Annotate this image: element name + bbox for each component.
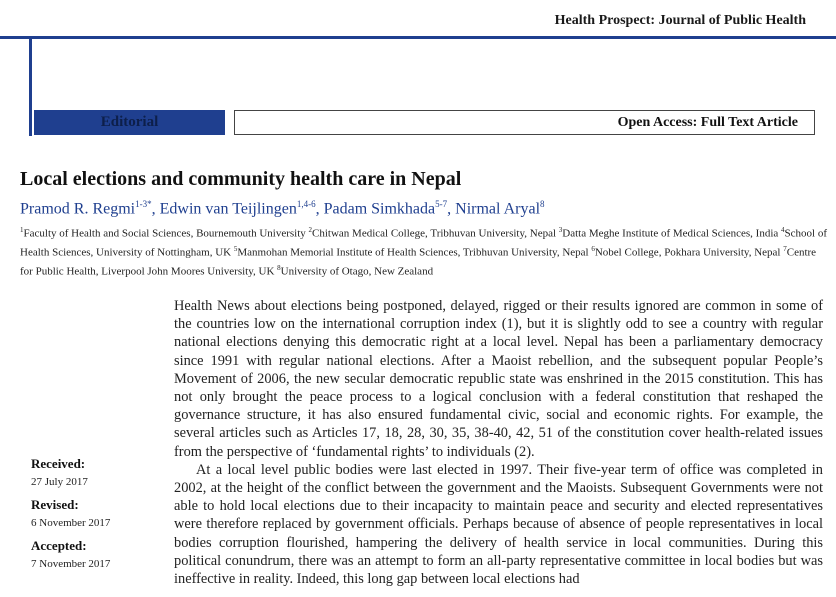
- author-separator: ,: [447, 200, 456, 218]
- header-side-rule: [29, 38, 32, 136]
- received-date: [31, 456, 141, 488]
- author-separator: ,: [151, 200, 160, 218]
- body-paragraph: Health News about elections being postponed, delayed, rigged or their results ignored are common in some of the countries low on the international corruption index (1), but it is slightly odd to see a country with regular national elections denying this democratic right at a local level. Nepal has been a parliamentary democracy since 1991 with regular national elections. After a Maoist rebellion, and the subsequent popular People’s Movement of 2006, the new secular democratic republic state was enshrined in the 2015 constitution. This has not only brought the peace process to a logical conclusion with a federal constitution that reshaped the governance structure, it has also ensured fundamental civic, social and economic rights. For example, the several articles such as Articles 17, 18, 28, 30, 35, 38-40, 42, 51 of the constitution cover health-related issues from the perspective of ‘fundamental rights’ to individuals (2).: [174, 298, 823, 460]
- author-name: Nirmal Aryal: [455, 200, 541, 218]
- article-dates: [31, 456, 141, 579]
- author-affiliation-marker: 1,4-6: [296, 199, 316, 209]
- open-access-banner: [234, 110, 815, 135]
- received-label: Received:: [31, 456, 86, 471]
- affiliations: [20, 223, 830, 280]
- affiliation-number: 6: [591, 245, 595, 254]
- body-paragraph: At a local level public bodies were last elected in 1997. Their five-year term of office was completed in 2002, at the height of the conflict between the government and the Maoists. Subsequent Governments were not able to hold local elections due to their incapacity to maintain peace and security and elected representatives were therefore replaced by government officials. Perhaps because of absence of people representatives in local bodies corruption flourished, hampering the delivery of health service in local communities. During this political conundrum, there was an attempt to form an all-party representative committee in local bodies but was ineffective in reality. Indeed, this long gap between local elections had: [174, 461, 823, 588]
- journal-title: Health Prospect: Journal of Public Health: [554, 13, 806, 28]
- revised-date: [31, 497, 141, 529]
- header-rule: [0, 36, 836, 39]
- author-name: Padam Simkhada: [323, 200, 436, 218]
- section-label: [34, 110, 225, 135]
- affiliation-text: Centre for Public Health, Liverpool John Moores University, UK: [20, 246, 817, 278]
- author-name: Pramod R. Regmi: [20, 200, 136, 218]
- affiliation-number: 2: [308, 226, 313, 234]
- affiliation-text: Chitwan Medical College, Tribhuvan University, Nepal: [312, 227, 559, 240]
- author-affiliation-marker: 8: [540, 199, 545, 209]
- accepted-label: Accepted:: [31, 538, 87, 553]
- section-label-text: Editorial: [100, 114, 159, 130]
- affiliation-text: Faculty of Health and Social Sciences, Bournemouth University: [23, 227, 309, 240]
- accepted-date: [31, 538, 141, 570]
- received-value: 27 July 2017: [31, 476, 88, 488]
- affiliation-number: 3: [558, 226, 563, 234]
- article-title: Local elections and community health care in Nepal: [20, 168, 462, 190]
- revised-value: 6 November 2017: [31, 517, 111, 529]
- revised-label: Revised:: [31, 497, 79, 512]
- author-list: [20, 199, 545, 218]
- affiliation-text: School of Health Sciences, University of Nottingham, UK: [20, 227, 827, 259]
- affiliation-number: 1: [20, 226, 24, 234]
- affiliation-number: 7: [783, 245, 787, 254]
- affiliation-text: Manmohan Memorial Institute of Health Sciences, Tribhuvan University, Nepal: [237, 246, 592, 259]
- author-affiliation-marker: 5-7: [435, 199, 448, 209]
- affiliation-text: Nobel College, Pokhara University, Nepal: [594, 246, 784, 259]
- affiliation-text: Datta Meghe Institute of Medical Sciences, India: [562, 227, 782, 240]
- author-name: Edwin van Teijlingen: [159, 200, 297, 218]
- author-separator: ,: [315, 200, 324, 218]
- affiliation-number: 5: [233, 245, 238, 254]
- affiliation-text: University of Otago, New Zealand: [280, 265, 434, 278]
- affiliation-number: 8: [277, 264, 281, 273]
- accepted-value: 7 November 2017: [31, 558, 111, 570]
- affiliation-number: 4: [781, 226, 785, 234]
- article-body: [174, 297, 823, 588]
- open-access-label: Open Access: Full Text Article: [617, 114, 798, 130]
- author-affiliation-marker: 1-3*: [135, 199, 152, 209]
